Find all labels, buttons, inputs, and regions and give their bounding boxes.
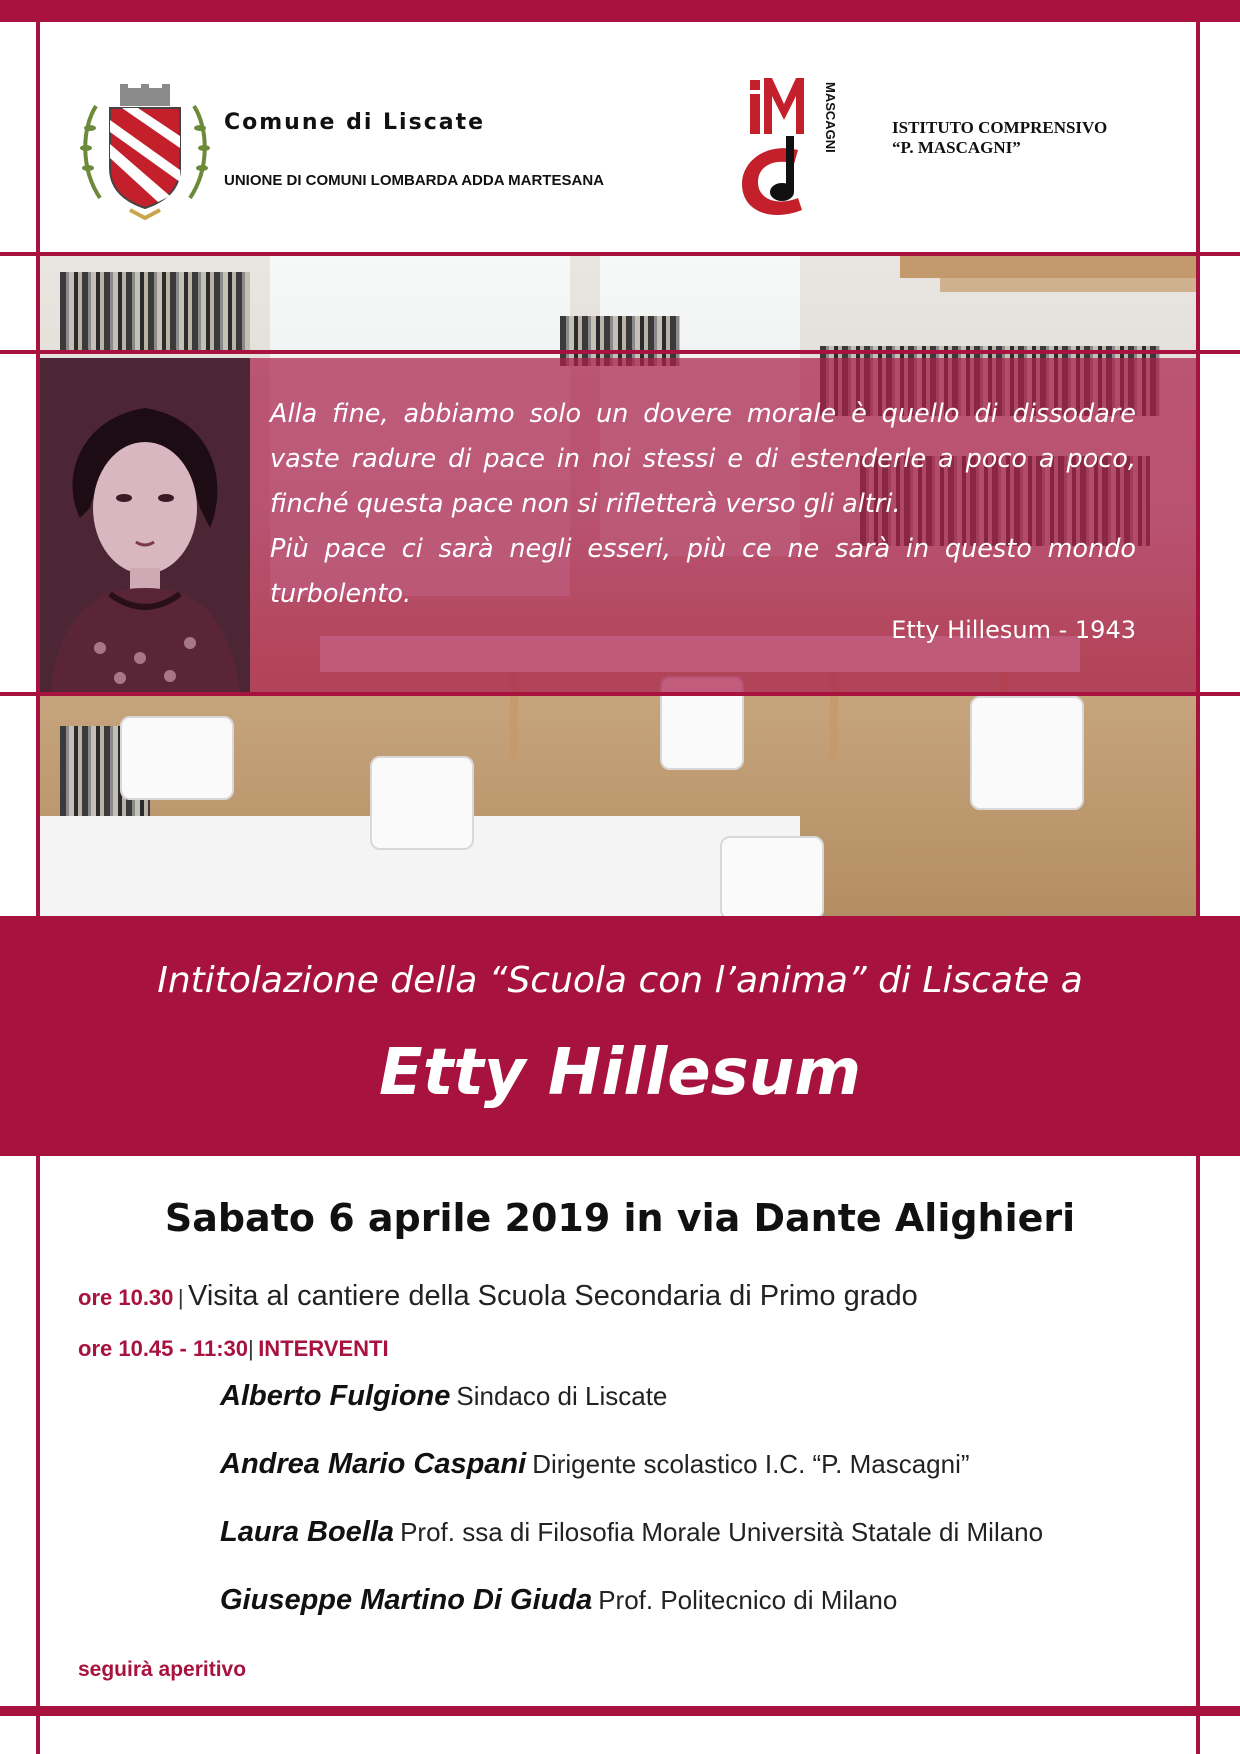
speaker bbox=[220, 1516, 1043, 1549]
etty-hillesum-portrait bbox=[40, 358, 250, 694]
program-separator: | bbox=[248, 1336, 254, 1361]
frame-line bbox=[1196, 0, 1200, 1754]
institute-logo-icon bbox=[728, 72, 858, 232]
institute-name-line2: “P. MASCAGNI” bbox=[892, 138, 1021, 157]
program-description: Visita al cantiere della Scuola Secondaria di Primo grado bbox=[188, 1280, 918, 1312]
frame-line bbox=[0, 692, 1240, 696]
title-honoree: Etty Hillesum bbox=[378, 1036, 862, 1110]
quote-line: Più pace ci sarà negli esseri, più ce ne sarà in questo mondo turbolento. bbox=[270, 534, 1136, 609]
program-time: ore 10.30 bbox=[78, 1285, 174, 1310]
quote-text bbox=[270, 392, 1136, 617]
speaker-name: Laura Boella bbox=[220, 1516, 395, 1548]
speaker bbox=[220, 1448, 970, 1481]
closing-note: seguirà aperitivo bbox=[78, 1658, 247, 1681]
program-separator: | bbox=[177, 1285, 184, 1310]
municipal-crest-icon bbox=[70, 78, 220, 228]
speaker-name: Giuseppe Martino Di Giuda bbox=[220, 1584, 593, 1616]
program-item bbox=[78, 1336, 389, 1362]
speaker-role: Sindaco di Liscate bbox=[456, 1381, 668, 1411]
frame-line bbox=[0, 350, 1240, 354]
comune-union: UNIONE DI COMUNI LOMBARDA ADDA MARTESANA bbox=[224, 172, 604, 189]
bottom-bar bbox=[0, 1706, 1240, 1716]
title-line1: Intitolazione della “Scuola con l’anima” di Liscate a bbox=[157, 960, 1083, 1001]
speaker bbox=[220, 1584, 897, 1617]
frame-line bbox=[36, 0, 40, 1754]
frame-line bbox=[0, 252, 1240, 256]
speaker-role: Prof. ssa di Filosofia Morale Università Statale di Milano bbox=[400, 1517, 1044, 1547]
speaker-name: Andrea Mario Caspani bbox=[220, 1448, 527, 1480]
institute-logo-word: MASCAGNI bbox=[823, 82, 838, 153]
speaker-role: Prof. Politecnico di Milano bbox=[598, 1585, 898, 1615]
program-description: INTERVENTI bbox=[258, 1336, 389, 1361]
speaker-name: Alberto Fulgione bbox=[220, 1380, 451, 1412]
program-time: ore 10.45 - 11:30 bbox=[78, 1336, 249, 1361]
program-item bbox=[78, 1280, 918, 1313]
speaker-role: Dirigente scolastico I.C. “P. Mascagni” bbox=[532, 1449, 970, 1479]
quote-line: Alla fine, abbiamo solo un dovere morale è quello di dissodare vaste radure di pace in noi stessi e di estenderle a poco a poco, finché questa pace non si rifletterà verso gli altri. bbox=[270, 399, 1136, 519]
top-bar bbox=[0, 0, 1240, 22]
speaker bbox=[220, 1380, 667, 1413]
event-date-location: Sabato 6 aprile 2019 in via Dante Alighieri bbox=[164, 1196, 1076, 1240]
institute-name-line1: ISTITUTO COMPRENSIVO bbox=[892, 118, 1108, 137]
quote-author: Etty Hillesum - 1943 bbox=[891, 616, 1136, 644]
comune-name: Comune di Liscate bbox=[224, 110, 486, 135]
header bbox=[0, 22, 1240, 254]
